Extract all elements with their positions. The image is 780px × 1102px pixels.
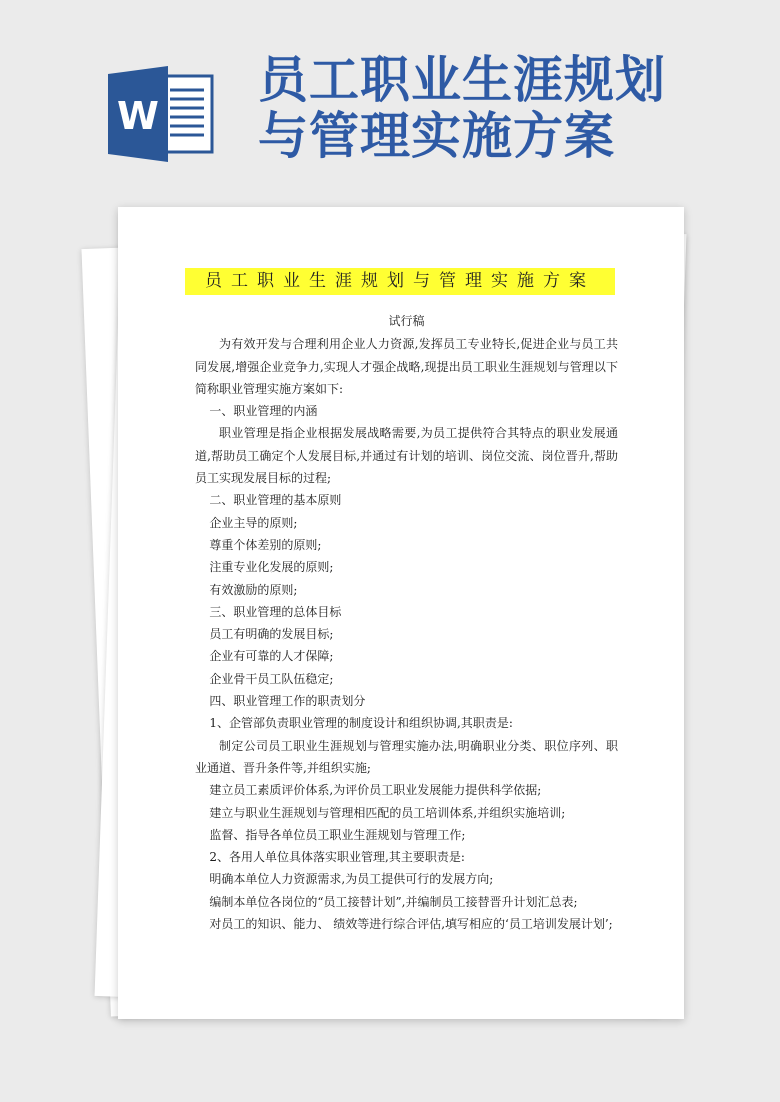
document-paragraph: 职业管理是指企业根据发展战略需要,为员工提供符合其特点的职业发展通道,帮助员工确定个人发展目标,并通过有计划的培训、岗位交流、岗位晋升,帮助员工实现发展目标的过程;: [195, 426, 618, 486]
word-app-icon: [108, 66, 216, 162]
word-logo-letter: W: [117, 94, 159, 138]
document-paragraph: 员工有明确的发展目标;: [209, 627, 334, 642]
banner-title-line2: 与管理实施方案: [258, 107, 615, 165]
document-paragraph: 为有效开发与合理利用企业人力资源,发挥员工专业特长,促进企业与员工共同发展,增强企业竞争力,实现人才强企战略,现提出员工职业生涯规划与管理以下简称职业管理实施方案如下:: [195, 337, 618, 396]
document-paragraph: 三、职业管理的总体目标: [209, 604, 342, 619]
document-paragraph: 制定公司员工职业生涯规划与管理实施办法,明确职业分类、职位序列、职业通道、晋升条件等,并组织实施;: [195, 738, 618, 775]
document-title: 员工职业生涯规划与管理实施方案: [185, 268, 615, 295]
paragraph-list: [195, 333, 618, 935]
document-paragraph: 企业骨干员工队伍稳定;: [209, 671, 334, 686]
banner-title: [258, 52, 758, 164]
banner-title-line1: 员工职业生涯规划: [258, 51, 666, 109]
document-paragraph: 监督、指导各单位员工职业生涯规划与管理工作;: [209, 827, 466, 842]
document-paragraph: 建立与职业生涯规划与管理相匹配的员工培训体系,并组织实施培训;: [209, 805, 566, 820]
document-paragraph: 尊重个体差别的原则;: [209, 537, 322, 552]
document-paragraph: 2、各用人单位具体落实职业管理,其主要职责是:: [209, 850, 465, 865]
document-paragraph: 一、职业管理的内涵: [209, 404, 318, 419]
document-paragraph: 编制本单位各岗位的“员工接替计划”,并编制员工接替晋升计划汇总表;: [209, 894, 578, 909]
document-paragraph: 四、职业管理工作的职责划分: [209, 694, 366, 709]
document-paragraph: 注重专业化发展的原则;: [209, 560, 334, 575]
document-subtitle: 试行稿: [388, 314, 425, 328]
document-body: [195, 310, 618, 935]
document-paragraph: 企业有可靠的人才保障;: [209, 649, 334, 664]
document-paragraph: 有效激励的原则;: [209, 582, 298, 597]
document-paragraph: 明确本单位人力资源需求,为员工提供可行的发展方向;: [209, 872, 494, 887]
document-paragraph: 二、职业管理的基本原则: [209, 493, 342, 508]
document-paragraph: 企业主导的原则;: [209, 515, 298, 530]
document-paragraph: 建立员工素质评价体系,为评价员工职业发展能力提供科学依据;: [209, 783, 542, 798]
document-paragraph: 对员工的知识、能力、 绩效等进行综合评估,填写相应的‘员工培训发展计划’;: [209, 917, 613, 932]
document-paragraph: 1、企管部负责职业管理的制度设计和组织协调,其职责是:: [209, 716, 513, 731]
